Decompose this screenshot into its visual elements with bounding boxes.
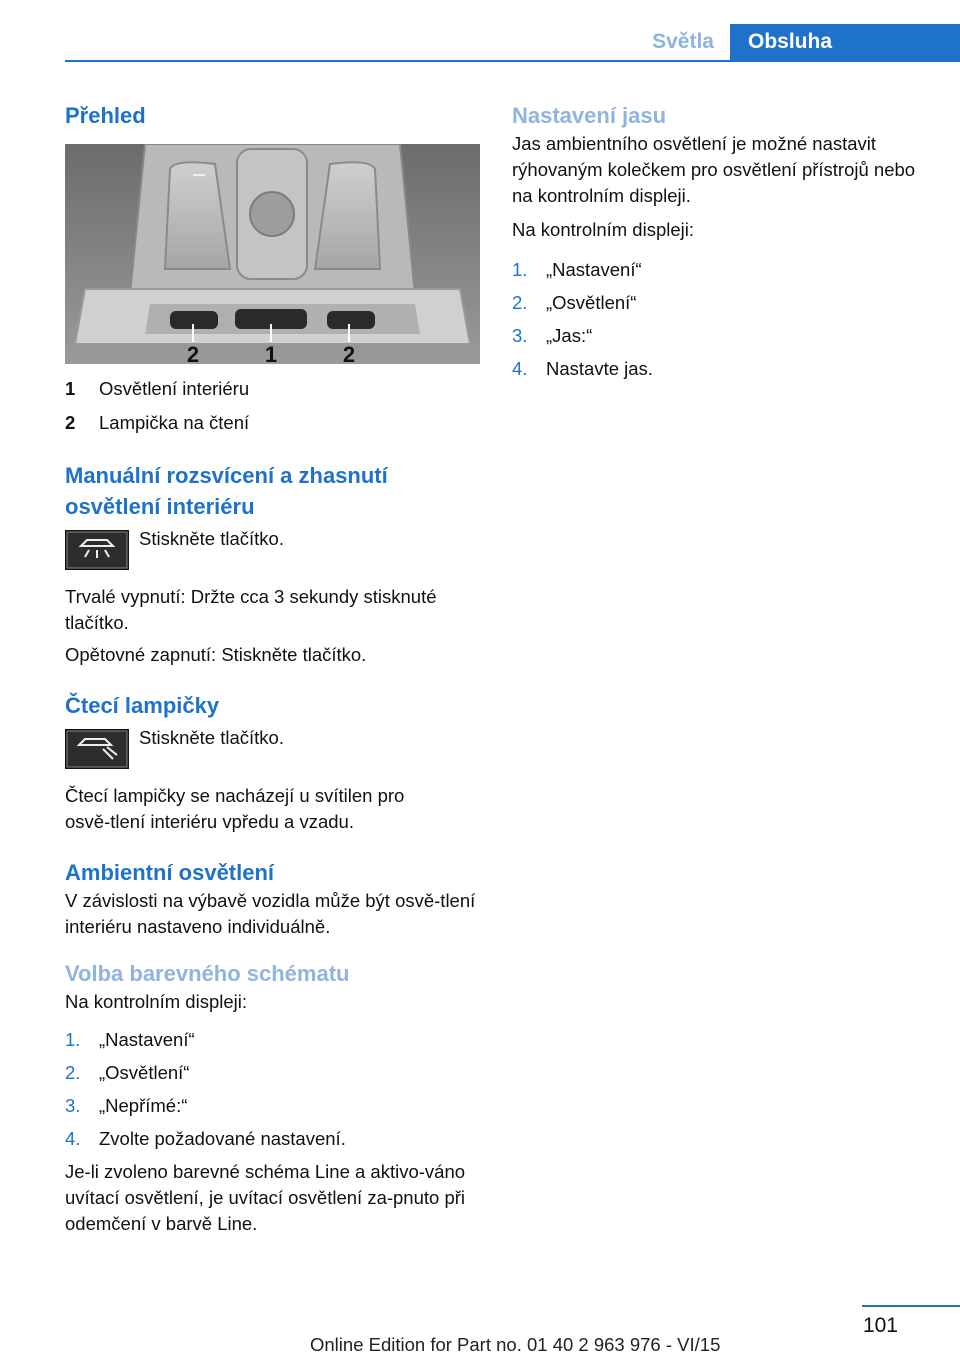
brightness-heading: Nastavení jasu xyxy=(512,103,667,128)
legend-number: 1 xyxy=(65,378,76,399)
manual-press-text: Stiskněte tlačítko. xyxy=(139,528,284,549)
list-item xyxy=(65,1060,480,1086)
step-number: 1. xyxy=(65,1029,81,1050)
reading-lights-heading: Čtecí lampičky xyxy=(65,693,220,718)
reading-light-instruction xyxy=(65,725,480,769)
list-item xyxy=(512,290,927,316)
chapter-tab[interactable]: Obsluha xyxy=(730,24,960,60)
color-steps-list xyxy=(65,1027,480,1152)
list-item xyxy=(65,1093,480,1119)
reading-press-text: Stiskněte tlačítko. xyxy=(139,727,284,748)
page-number: 101 xyxy=(862,1314,898,1337)
light-indicator-mark xyxy=(193,174,205,176)
page-header xyxy=(636,24,960,60)
brightness-steps-list xyxy=(512,257,927,382)
brightness-paragraph: Jas ambientního osvětlení je možné nastavit rýhovaným kolečkem pro osvětlení přístrojů nebo na kontrolním displeji. xyxy=(512,133,916,206)
step-number: 1. xyxy=(512,259,528,280)
callout-1: 1 xyxy=(264,342,278,364)
step-number: 3. xyxy=(65,1095,81,1116)
interior-light-figure xyxy=(65,144,480,364)
brightness-intro-text: Na kontrolním displeji: xyxy=(512,219,694,240)
step-text: „Osvětlení“ xyxy=(99,1062,190,1083)
step-text: „Osvětlení“ xyxy=(546,292,637,313)
edition-footer: Online Edition for Part no. 01 40 2 963 976 - VI/15 xyxy=(310,1334,721,1355)
callout-2-left: 2 xyxy=(186,342,200,364)
callout-2-right: 2 xyxy=(342,342,356,364)
step-number: 4. xyxy=(512,358,528,379)
step-number: 2. xyxy=(512,292,528,313)
list-item xyxy=(512,323,927,349)
footer-rule xyxy=(862,1305,960,1307)
step-text: „Nepřímé:“ xyxy=(99,1095,188,1116)
list-item xyxy=(65,1027,480,1053)
section-tab[interactable]: Světla xyxy=(652,30,714,53)
list-item xyxy=(65,1126,480,1152)
overview-heading: Přehled xyxy=(65,103,146,128)
color-intro-text: Na kontrolním displeji: xyxy=(65,991,247,1012)
legend-text: Osvětlení interiéru xyxy=(99,378,250,399)
interior-light-button-icon xyxy=(65,530,129,570)
reading-paragraph: Čtecí lampičky se nacházejí u svítilen pro osvě‑tlení interiéru vpředu a vzadu. xyxy=(65,785,405,832)
ambient-lighting-heading: Ambientní osvětlení xyxy=(65,860,275,885)
step-text: „Nastavení“ xyxy=(546,259,642,280)
step-number: 3. xyxy=(512,325,528,346)
manual-lighting-heading: Manuální rozsvícení a zhasnutí osvětlení interiéru xyxy=(65,463,388,519)
right-column xyxy=(512,100,927,389)
reading-light-button-right xyxy=(327,311,375,329)
step-number: 2. xyxy=(65,1062,81,1083)
left-column xyxy=(65,100,480,1237)
step-text: „Nastavení“ xyxy=(99,1029,195,1050)
step-text: Nastavte jas. xyxy=(546,358,653,379)
list-item xyxy=(512,257,927,283)
step-number: 4. xyxy=(65,1128,81,1149)
legend-item xyxy=(65,376,480,402)
step-text: Zvolte požadované nastavení. xyxy=(99,1128,346,1149)
legend-number: 2 xyxy=(65,412,76,433)
header-rule xyxy=(65,60,960,62)
interior-light-instruction xyxy=(65,526,480,570)
color-paragraph: Je-li zvoleno barevné schéma Line a aktivo‑váno uvítací osvětlení, je uvítací osvětlení za‑pnuto při odemčení v barvě Line. xyxy=(65,1161,466,1234)
figure-legend xyxy=(65,376,480,436)
manual-paragraph-2: Opětovné zapnutí: Stiskněte tlačítko. xyxy=(65,644,367,665)
step-text: „Jas:“ xyxy=(546,325,593,346)
manual-paragraph-1: Trvalé vypnutí: Držte cca 3 sekundy stisknuté tlačítko. xyxy=(65,586,437,633)
legend-text: Lampička na čtení xyxy=(99,412,250,433)
color-scheme-heading: Volba barevného schématu xyxy=(65,961,350,986)
legend-item xyxy=(65,410,480,436)
reading-light-button-icon xyxy=(65,729,129,769)
ambient-paragraph: V závislosti na výbavě vozidla může být osvě‑tlení interiéru nastaveno individuálně. xyxy=(65,890,476,937)
list-item xyxy=(512,356,927,382)
